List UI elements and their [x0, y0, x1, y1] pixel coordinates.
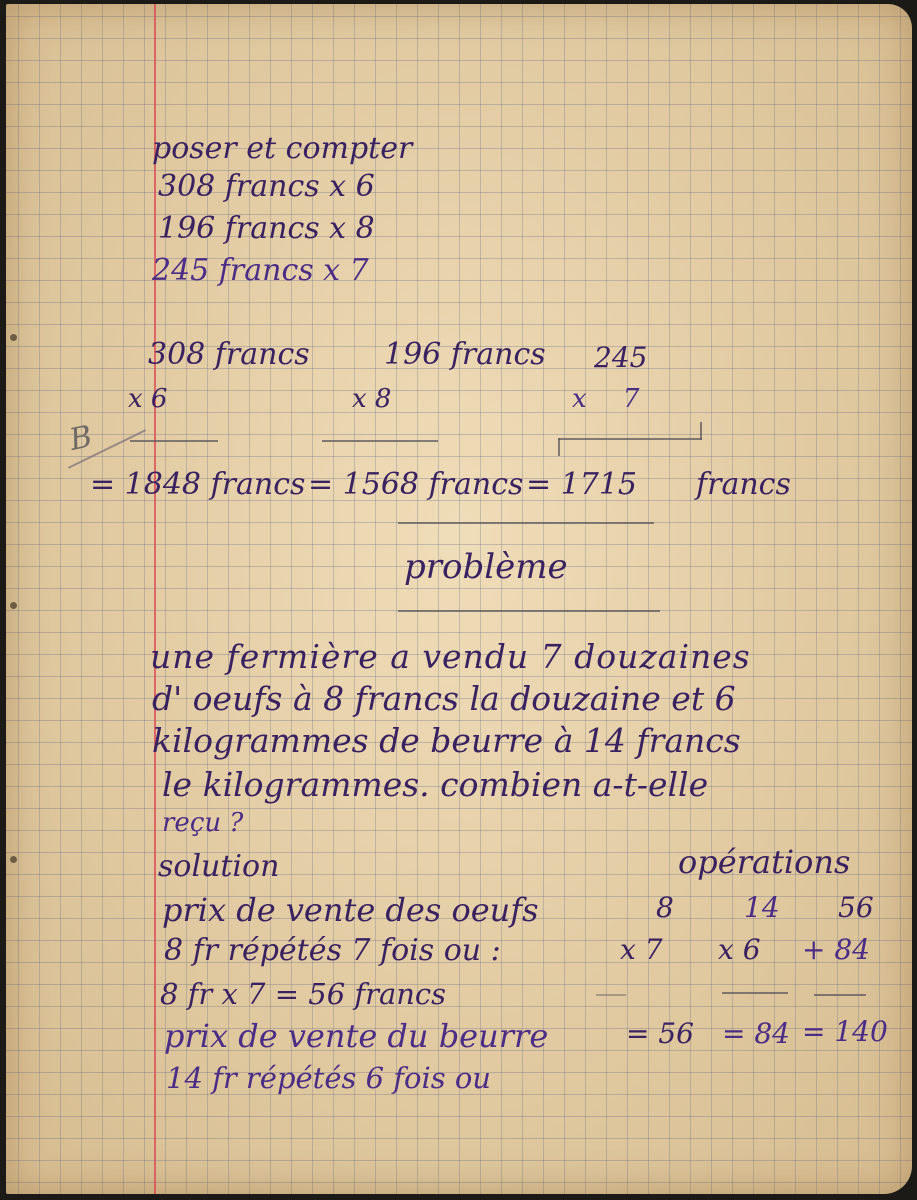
grade-mark: B [66, 419, 96, 458]
margin-line [154, 4, 156, 1194]
solution-label: solution [158, 849, 280, 884]
side-operation-multiplier: x 7 [620, 933, 663, 966]
operation-underline [558, 438, 702, 440]
side-operation-result: = 140 [802, 1015, 888, 1048]
heading-rule-top [398, 522, 654, 524]
side-operation-multiplier: x 6 [718, 933, 761, 966]
exercise-item: 245 francs x 7 [152, 253, 369, 288]
solution-line: 8 fr répétés 7 fois ou : [164, 933, 501, 968]
problem-line: reçu ? [162, 808, 244, 838]
solution-line: prix de vente des oeufs [162, 891, 539, 929]
problem-line: kilogrammes de beurre à 14 francs [152, 721, 741, 760]
side-operation-underline [814, 994, 866, 996]
operation-underline [322, 440, 438, 442]
notebook-page [6, 4, 912, 1194]
operation-unit: francs [696, 467, 791, 502]
side-operation-result: = 84 [722, 1017, 790, 1050]
operation-result: = 1568 francs [308, 467, 524, 502]
operations-label: opérations [678, 843, 851, 881]
exercise-item: 308 francs x 6 [158, 169, 375, 204]
operation-result: = 1715 [526, 467, 638, 502]
problem-heading: problème [404, 547, 568, 587]
solution-line: 14 fr répétés 6 fois ou [166, 1061, 491, 1095]
side-operation-underline [596, 994, 626, 996]
problem-line: le kilogrammes. combien a-t-elle [162, 765, 709, 804]
problem-line: une fermière a vendu 7 douzaines [150, 637, 751, 676]
side-operation-underline [722, 992, 788, 994]
side-operation-result: = 56 [626, 1017, 694, 1050]
exercise-item: 196 francs x 8 [158, 211, 375, 246]
solution-line: 8 fr x 7 = 56 francs [160, 977, 447, 1011]
side-operation-top: 56 [838, 891, 874, 924]
operation-top: 245 [594, 341, 648, 374]
binding-hole [10, 334, 17, 341]
operation-top: 196 francs [384, 337, 546, 372]
binding-hole [10, 602, 17, 609]
operation-bracket [558, 438, 560, 456]
binding-hole [10, 856, 17, 863]
heading-rule-bottom [398, 610, 660, 612]
operation-underline [130, 440, 218, 442]
operation-multiplier: x 6 [128, 384, 168, 414]
side-operation-top: 8 [656, 891, 674, 924]
solution-line: prix de vente du beurre [164, 1017, 549, 1055]
operation-bracket [700, 422, 702, 440]
operation-multiplier: x 7 [572, 384, 654, 414]
exercise-instruction: poser et compter [152, 131, 413, 166]
side-operation-multiplier: + 84 [802, 933, 870, 966]
side-operation-top: 14 [744, 891, 780, 924]
operation-top: 308 francs [148, 337, 310, 372]
problem-line: d' oeufs à 8 francs la douzaine et 6 [152, 679, 736, 718]
operation-multiplier: x 8 [352, 384, 392, 414]
operation-result: = 1848 francs [90, 467, 306, 502]
